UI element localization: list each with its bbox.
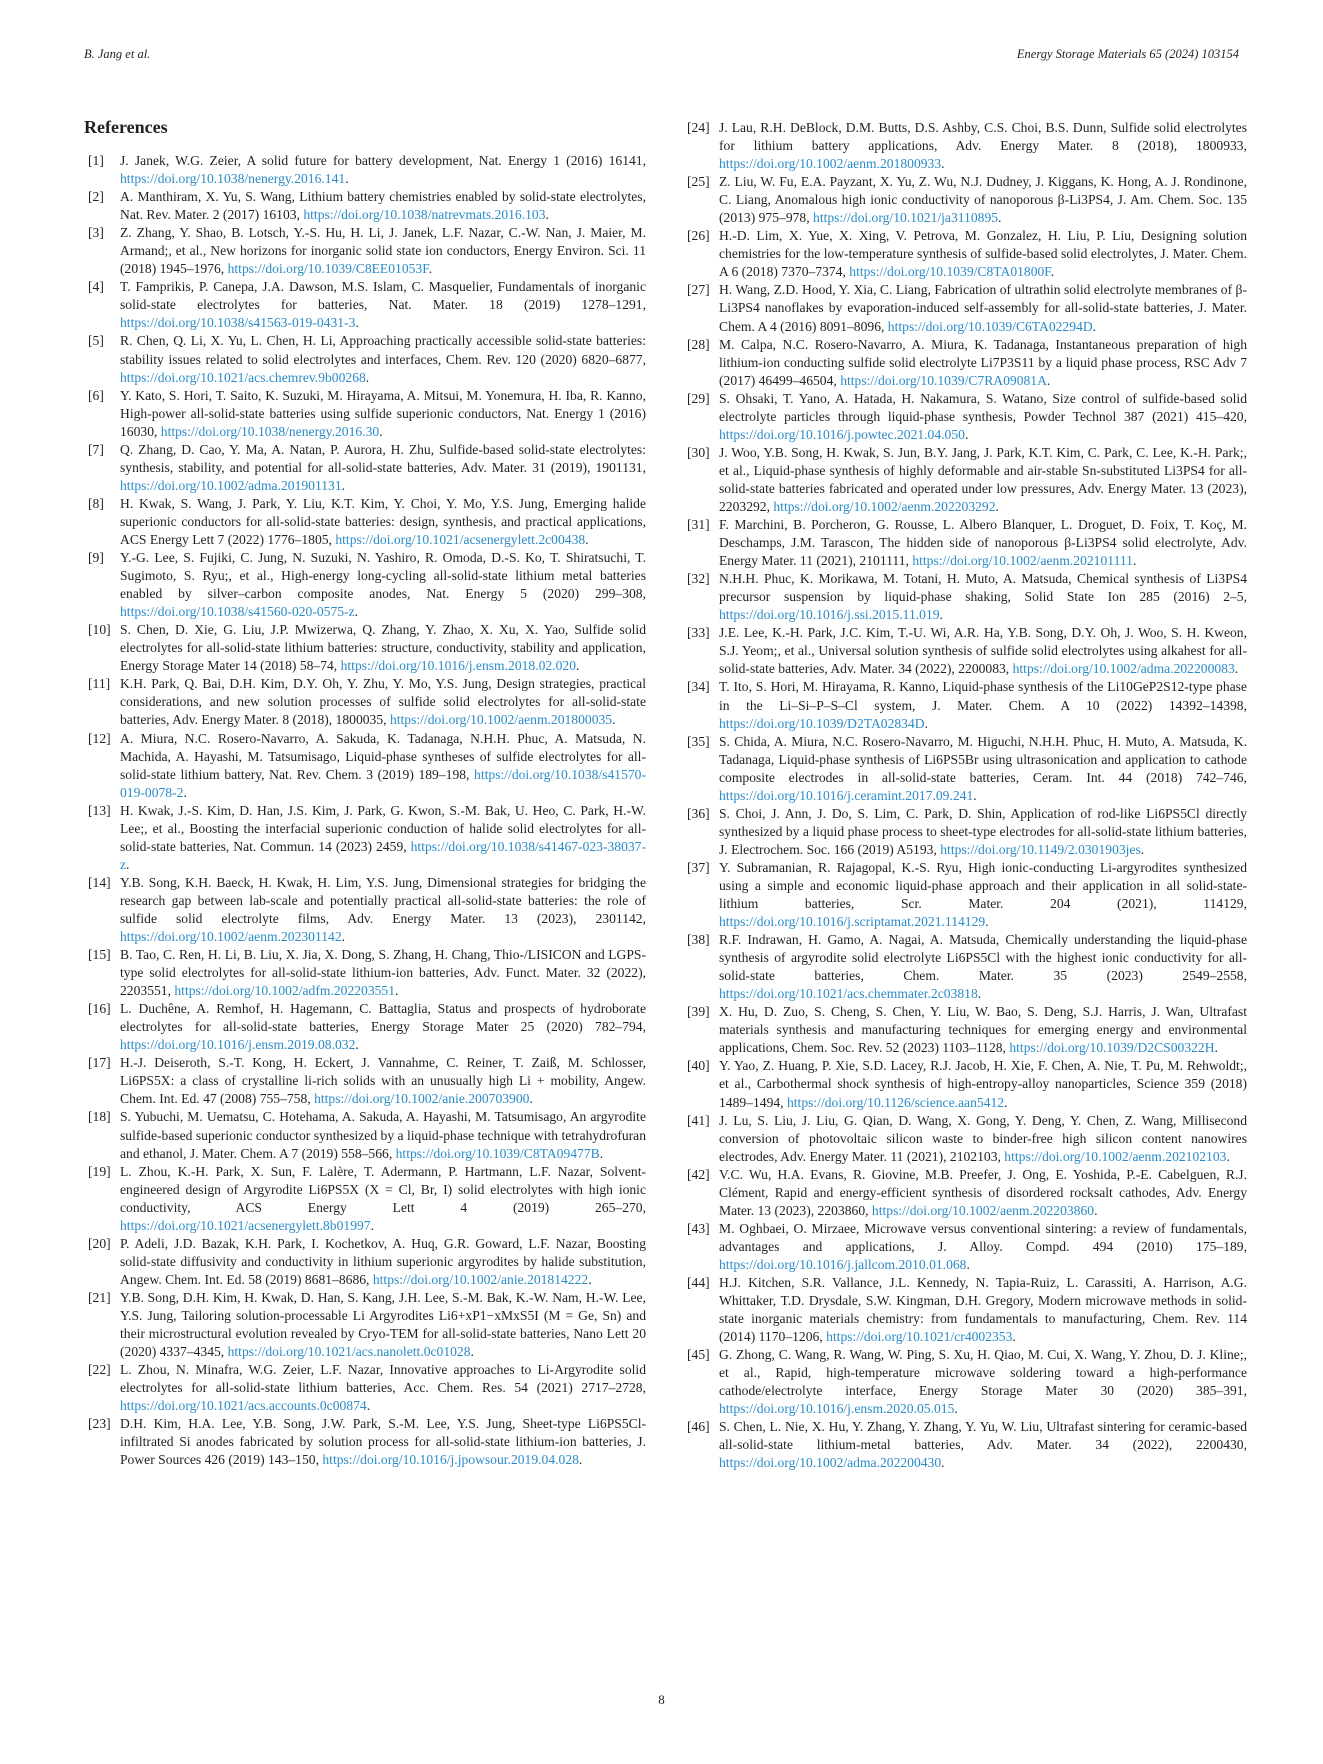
reference-end: . bbox=[183, 784, 187, 800]
reference-text bbox=[719, 1112, 1247, 1166]
reference-citation: H.-D. Lim, X. Yue, X. Xing, V. Petrova, M. Gonzalez, H. Liu, P. Liu, Designing solution chemistries for the low-temperature synthesis of sulfide-based solid electrolytes, J. Mater. Chem. A 6 (2018) 7370–7374, bbox=[719, 228, 1247, 280]
reference-citation: D.H. Kim, H.A. Lee, Y.B. Song, J.W. Park, S.-M. Lee, Y.S. Jung, Sheet-type Li6PS5Cl-infiltrated Si anodes fabricated by solution process for all-solid-state lithium-ion batteries, J. Power Sources 426 (2019) 143–150, bbox=[120, 1416, 646, 1468]
reference-citation: S. Choi, J. Ann, J. Do, S. Lim, C. Park, D. Shin, Application of rod-like Li6PS5Cl directly synthesized by a liquid phase process to sheet-type electrodes for all-solid-state lithium batteries, J. Electrochem. Soc. 166 (2019) A5193, bbox=[719, 805, 1247, 857]
reference-citation: A. Manthiram, X. Yu, S. Wang, Lithium battery chemistries enabled by solid-state electrolytes, Nat. Rev. Mater. 2 (2017) 16103, bbox=[120, 189, 646, 223]
reference-text bbox=[120, 1163, 646, 1235]
reference-end: . bbox=[966, 1256, 970, 1272]
reference-number: [44] bbox=[687, 1275, 710, 1290]
doi-link[interactable]: https://doi.org/10.1039/D2CS00322H bbox=[1009, 1040, 1215, 1056]
reference-end: . bbox=[126, 856, 130, 872]
running-header-authors: B. Jang et al. bbox=[84, 47, 151, 61]
running-header-journal: Energy Storage Materials 65 (2024) 103154 bbox=[1016, 47, 1239, 61]
reference-number: [7] bbox=[88, 441, 104, 457]
reference-entry bbox=[687, 119, 1247, 173]
reference-text bbox=[719, 1274, 1247, 1346]
reference-number: [9] bbox=[88, 550, 104, 566]
reference-number: [27] bbox=[687, 282, 710, 298]
reference-entry bbox=[687, 805, 1247, 859]
reference-number: [4] bbox=[88, 279, 104, 295]
reference-number: [31] bbox=[687, 517, 710, 533]
reference-end: . bbox=[1004, 1094, 1008, 1110]
reference-entry bbox=[687, 733, 1247, 805]
reference-end: . bbox=[341, 477, 346, 493]
reference-end: . bbox=[354, 604, 359, 620]
reference-citation: F. Marchini, B. Porcheron, G. Rousse, L. Albero Blanquer, L. Droguet, D. Foix, T. Koç, M. Deschamps, J.M. Tarascon, The hidden side of nanoporous β-Li3PS4 solid electrolyte, Adv. Energy Mater. 11 (2021), 2101111, bbox=[719, 517, 1247, 569]
reference-citation: S. Chen, L. Nie, X. Hu, Y. Zhang, Y. Zhang, Y. Yu, W. Liu, Ultrafast sintering for ceramic-based all-solid-state lithium-metal batteries, Adv. Mater. 34 (2022), 2200430, bbox=[719, 1419, 1247, 1453]
reference-number: [11] bbox=[88, 676, 111, 692]
reference-citation: Y.B. Song, K.H. Baeck, H. Kwak, H. Lim, Y.S. Jung, Dimensional strategies for bridging the research gap between lab-scale and potentially practical all-solid-state batteries: the role of sulfide solid electrolyte films, Adv. Energy Mater. 13 (2023), 2301142, bbox=[120, 874, 646, 926]
reference-end: . bbox=[428, 261, 433, 277]
reference-end: . bbox=[1046, 372, 1051, 388]
reference-number: [40] bbox=[687, 1058, 710, 1074]
reference-end: . bbox=[395, 983, 399, 999]
reference-end: . bbox=[1214, 1040, 1218, 1056]
reference-entry bbox=[88, 549, 646, 621]
doi-link[interactable]: https://doi.org/10.1021/acsenergylett.8b01997 bbox=[120, 1217, 371, 1233]
reference-end: . bbox=[1234, 661, 1239, 677]
doi-link[interactable]: https://doi.org/10.1002/aenm.201800035 bbox=[389, 712, 613, 728]
doi-link[interactable]: https://doi.org/10.1016/j.ceramint.2017.09.241 bbox=[719, 787, 974, 803]
reference-citation: R.F. Indrawan, H. Gamo, A. Nagai, A. Matsuda, Chemically understanding the liquid-phase synthesis of argyrodite solid electrolyte Li6PS5Cl with the highest ionic conductivity for all-solid-state batteries, Chem. Mater. 35 (2023) 2549–2558, bbox=[719, 932, 1247, 984]
doi-link[interactable]: https://doi.org/10.1002/aenm.202301142 bbox=[120, 929, 342, 945]
reference-number: [39] bbox=[687, 1004, 710, 1020]
reference-citation: Y.-G. Lee, S. Fujiki, C. Jung, N. Suzuki, N. Yashiro, R. Omoda, D.-S. Ko, T. Shiratsuchi, T. Sugimoto, S. Ryu;, et al., High-energy long-cycling all-solid-state lithium metal batteries enabled by silver–carbon composite anodes, Nat. Energy 5 (2020) 299–308, bbox=[120, 550, 646, 602]
reference-end: . bbox=[1226, 1148, 1230, 1164]
reference-number: [43] bbox=[687, 1220, 710, 1236]
reference-entry bbox=[88, 946, 646, 1000]
reference-text bbox=[719, 931, 1247, 1003]
reference-citation: S. Yubuchi, M. Uematsu, C. Hotehama, A. Sakuda, A. Hayashi, M. Tatsumisago, An argyrodite sulfide-based superionic conductor synthesized by a liquid-phase technique with tetrahydrofuran and ethanol, J. Mater. Chem. A 7 (2019) 558–566, bbox=[120, 1109, 646, 1161]
reference-end: . bbox=[964, 426, 969, 442]
reference-text bbox=[120, 549, 646, 621]
reference-text bbox=[120, 152, 646, 188]
reference-text bbox=[120, 1108, 646, 1162]
reference-number: [8] bbox=[88, 495, 104, 511]
reference-end: . bbox=[1140, 841, 1145, 857]
reference-number: [29] bbox=[687, 390, 710, 406]
reference-number: [37] bbox=[687, 859, 710, 875]
reference-end: . bbox=[545, 207, 549, 223]
reference-number: [16] bbox=[88, 1001, 111, 1017]
reference-entry bbox=[687, 227, 1247, 281]
doi-link[interactable]: https://doi.org/10.1021/acs.accounts.0c00874 bbox=[120, 1398, 367, 1414]
doi-link[interactable]: https://doi.org/10.1038/s41467-023-38037-z bbox=[120, 838, 646, 872]
reference-number: [35] bbox=[687, 733, 710, 749]
reference-text bbox=[719, 281, 1247, 335]
reference-citation: H. Kwak, S. Wang, J. Park, Y. Liu, K.T. Kim, Y. Choi, Y. Mo, Y.S. Jung, Emerging halide superionic conductors for all-solid-state batteries: design, synthesis, and practical applications, ACS Energy Lett 7 (2022) 1776–1805, bbox=[120, 495, 646, 547]
reference-text bbox=[120, 441, 646, 495]
reference-citation: A. Miura, N.C. Rosero-Navarro, A. Sakuda, K. Tadanaga, N.H.H. Phuc, A. Matsuda, N. Machida, A. Hayashi, M. Tatsumisago, Liquid-phase syntheses of sulfide electrolytes for all-solid-state lithium battery, Nat. Rev. Chem. 3 (2019) 189–198, bbox=[120, 730, 646, 782]
reference-citation: J. Janek, W.G. Zeier, A solid future for battery development, Nat. Energy 1 (2016) 16141, bbox=[120, 153, 646, 168]
doi-link[interactable]: https://doi.org/10.1002/aenm.201800933 bbox=[719, 156, 942, 172]
reference-number: [46] bbox=[687, 1419, 710, 1435]
doi-link[interactable]: https://doi.org/10.1021/ja3110895 bbox=[813, 210, 999, 226]
reference-text bbox=[120, 278, 646, 332]
reference-citation: M. Oghbaei, O. Mirzaee, Microwave versus conventional sintering: a review of fundamentals, advantages and applications, J. Alloy. Compd. 494 (2010) 175–189, bbox=[719, 1220, 1247, 1254]
doi-link[interactable]: https://doi.org/10.1002/adfm.202203551 bbox=[174, 983, 396, 999]
reference-entry bbox=[687, 624, 1247, 678]
reference-end: . bbox=[379, 423, 383, 439]
reference-entry bbox=[687, 1166, 1247, 1220]
reference-text bbox=[719, 1346, 1247, 1418]
reference-text bbox=[120, 946, 646, 1000]
doi-link[interactable]: https://doi.org/10.1016/j.scriptamat.2021.114129 bbox=[719, 914, 986, 930]
reference-text bbox=[120, 621, 646, 675]
reference-citation: N.H.H. Phuc, K. Morikawa, M. Totani, H. Muto, A. Matsuda, Chemical synthesis of Li3PS4 precursor suspension by liquid-phase shaking, Solid State Ion 285 (2016) 2–5, bbox=[719, 571, 1247, 605]
doi-link[interactable]: https://doi.org/10.1039/C8TA01800F bbox=[849, 264, 1051, 280]
reference-text bbox=[120, 874, 646, 946]
reference-citation: Y. Yao, Z. Huang, P. Xie, S.D. Lacey, R.J. Jacob, H. Xie, F. Chen, A. Nie, T. Pu, M. Rehwoldt;, et al., Carbothermal shock synthesis of high-entropy-alloy nanoparticles, Science 359 (2018) 1489–1494, bbox=[719, 1058, 1247, 1110]
doi-link[interactable]: https://doi.org/10.1016/j.ssi.2015.11.019 bbox=[719, 607, 940, 623]
reference-number: [36] bbox=[687, 805, 710, 821]
reference-entry bbox=[88, 278, 646, 332]
reference-citation: Y.B. Song, D.H. Kim, H. Kwak, D. Han, S. Kang, J.H. Lee, S.-M. Bak, K.-W. Nam, H.-W. Lee, Y.S. Jung, Tailoring solution-processable Li Argyrodites Li6+xP1−xMxS5I (M = Ge, Sn) and their microstructural evolution revealed by Cryo-TEM for all-solid-state batteries, Nano Lett 20 (2020) 4337–4345, bbox=[120, 1289, 646, 1360]
reference-number: [2] bbox=[88, 189, 104, 205]
doi-link[interactable]: https://doi.org/10.1021/cr4002353 bbox=[826, 1329, 1013, 1345]
doi-link[interactable]: https://doi.org/10.1016/j.ensm.2018.02.020 bbox=[340, 658, 576, 674]
reference-entry bbox=[88, 730, 646, 802]
reference-citation: H. Kwak, J.-S. Kim, D. Han, J.S. Kim, J. Park, G. Kwon, S.-M. Bak, U. Heo, C. Park, H.-W. Lee;, et al., Boosting the interfacial superionic conduction of halide solid electrolytes for all-solid-state batteries, Nat. Commun. 14 (2023) 2459, bbox=[120, 802, 646, 854]
reference-text bbox=[719, 444, 1247, 516]
reference-entry bbox=[687, 1220, 1247, 1274]
references-left-column bbox=[88, 152, 646, 1469]
reference-text bbox=[719, 1166, 1247, 1220]
reference-entry bbox=[88, 1415, 646, 1469]
doi-link[interactable]: https://doi.org/10.1016/j.jpowsour.2019.04.028 bbox=[322, 1452, 579, 1468]
reference-text bbox=[719, 336, 1247, 390]
reference-entry bbox=[687, 390, 1247, 444]
reference-entry bbox=[88, 152, 646, 188]
reference-text bbox=[719, 805, 1247, 859]
reference-number: [15] bbox=[88, 947, 111, 963]
reference-end: . bbox=[355, 1037, 359, 1053]
reference-citation: R. Chen, Q. Li, X. Yu, L. Chen, H. Li, Approaching practically accessible solid-state batteries: stability issues related to solid electrolytes and interfaces, Chem. Rev. 120 (2020) 6820–6877, bbox=[120, 333, 646, 367]
reference-end: . bbox=[578, 1452, 583, 1468]
reference-number: [38] bbox=[687, 932, 710, 948]
doi-link[interactable]: https://doi.org/10.1039/C8EE01053F bbox=[227, 261, 429, 277]
reference-text bbox=[120, 730, 646, 802]
reference-end: . bbox=[599, 1145, 604, 1161]
reference-entry bbox=[88, 188, 646, 224]
reference-entry bbox=[88, 1163, 646, 1235]
doi-link[interactable]: https://doi.org/10.1016/j.ensm.2020.05.015 bbox=[719, 1401, 955, 1417]
reference-citation: J.E. Lee, K.-H. Park, J.C. Kim, T.-U. Wi, A.R. Ha, Y.B. Song, D.Y. Oh, J. Woo, S. H. Kweon, S.J. Yeom;, et al., Universal solution synthesis of sulfide solid electrolytes using alkahest for all-solid-state batteries, Adv. Mater. 34 (2022), 2200083, bbox=[719, 625, 1247, 677]
reference-entry bbox=[88, 387, 646, 441]
doi-link[interactable]: https://doi.org/10.1002/adma.202200430 bbox=[719, 1455, 942, 1471]
reference-number: [18] bbox=[88, 1109, 111, 1125]
reference-text bbox=[719, 624, 1247, 678]
reference-end: . bbox=[1050, 264, 1055, 280]
reference-end: . bbox=[954, 1401, 958, 1417]
reference-entry bbox=[687, 281, 1247, 335]
reference-number: [42] bbox=[687, 1166, 710, 1182]
reference-citation: K.H. Park, Q. Bai, D.H. Kim, D.Y. Oh, Y. Zhu, Y. Mo, Y.S. Jung, Design strategies, practical considerations, and new solution processes of sulfide solid electrolytes for all-solid-state batteries, Adv. Energy Mater. 8 (2018), 1800035, bbox=[120, 676, 646, 728]
reference-citation: T. Famprikis, P. Canepa, J.A. Dawson, M.S. Islam, C. Masquelier, Fundamentals of inorganic solid-state electrolytes for batteries, Nat. Mater. 18 (2019) 1278–1291, bbox=[120, 279, 646, 313]
reference-text bbox=[719, 733, 1247, 805]
reference-citation: X. Hu, D. Zuo, S. Cheng, S. Chen, Y. Liu, W. Bao, S. Deng, S.J. Harris, J. Wan, Ultrafast materials synthesis and manufacturing techniques for emerging energy and environmental applications, Chem. Soc. Rev. 52 (2023) 1103–1128, bbox=[719, 1004, 1247, 1056]
reference-number: [26] bbox=[687, 228, 710, 244]
reference-end: . bbox=[1094, 1202, 1098, 1218]
reference-number: [14] bbox=[88, 874, 111, 890]
reference-text bbox=[120, 1235, 646, 1289]
reference-entry bbox=[88, 495, 646, 549]
reference-text bbox=[719, 859, 1247, 931]
reference-end: . bbox=[585, 531, 589, 547]
reference-citation: T. Ito, S. Hori, M. Hirayama, R. Kanno, Liquid-phase synthesis of the Li10GeP2S12-type phase in the Li–Si–P–S–Cl system, J. Mater. Chem. A 10 (2022) 14392–14398, bbox=[719, 679, 1247, 713]
doi-link[interactable]: https://doi.org/10.1039/C8TA09477B bbox=[395, 1145, 600, 1161]
reference-text bbox=[120, 1000, 646, 1054]
reference-end: . bbox=[576, 658, 580, 674]
reference-end: . bbox=[998, 210, 1002, 226]
reference-entry bbox=[687, 859, 1247, 931]
reference-entry bbox=[88, 675, 646, 729]
reference-text bbox=[120, 1289, 646, 1361]
reference-end: . bbox=[366, 1398, 371, 1414]
reference-text bbox=[719, 1003, 1247, 1057]
reference-text bbox=[120, 675, 646, 729]
section-title: References bbox=[84, 117, 168, 137]
reference-number: [12] bbox=[88, 730, 111, 746]
reference-text bbox=[120, 802, 646, 874]
reference-end: . bbox=[995, 498, 999, 514]
reference-number: [3] bbox=[88, 225, 104, 241]
doi-link[interactable]: https://doi.org/10.1021/acs.nanolett.0c01028 bbox=[227, 1344, 471, 1360]
reference-end: . bbox=[1132, 553, 1137, 569]
reference-entry bbox=[88, 802, 646, 874]
reference-end: . bbox=[470, 1344, 474, 1360]
doi-link[interactable]: https://doi.org/10.1038/s41570-019-0078-2 bbox=[120, 766, 646, 800]
reference-end: . bbox=[985, 914, 989, 930]
reference-number: [22] bbox=[88, 1362, 111, 1378]
reference-entry bbox=[687, 516, 1247, 570]
reference-text bbox=[719, 570, 1247, 624]
reference-number: [1] bbox=[88, 153, 104, 168]
reference-number: [28] bbox=[687, 336, 710, 352]
reference-citation: Q. Zhang, D. Cao, Y. Ma, A. Natan, P. Aurora, H. Zhu, Sulfide-based solid-state electrolytes: synthesis, stability, and potential for all-solid-state batteries, Adv. Mater. 31 (2019), 1901131, bbox=[120, 441, 646, 475]
reference-text bbox=[719, 516, 1247, 570]
doi-link[interactable]: https://doi.org/10.1038/natrevmats.2016.103 bbox=[303, 207, 546, 223]
doi-link[interactable]: https://doi.org/10.1039/C6TA02294D bbox=[887, 318, 1093, 334]
reference-text bbox=[120, 188, 646, 224]
reference-end: . bbox=[612, 712, 616, 728]
reference-number: [6] bbox=[88, 387, 104, 403]
reference-text bbox=[120, 387, 646, 441]
reference-entry bbox=[88, 1289, 646, 1361]
reference-number: [13] bbox=[88, 802, 111, 818]
reference-end: . bbox=[977, 986, 982, 1002]
doi-link[interactable]: https://doi.org/10.1021/acsenergylett.2c00438 bbox=[335, 531, 586, 547]
doi-link[interactable]: https://doi.org/10.1039/D2TA02834D bbox=[719, 715, 925, 731]
reference-citation: H.J. Kitchen, S.R. Vallance, J.L. Kennedy, N. Tapia-Ruiz, L. Carassiti, A. Harrison, A.G. Whittaker, T.D. Drysdale, S.W. Kingman, D.H. Gregory, Modern microwave methods in solid-state inorganic materials chemistry: from fundamentals to manufacturing, Chem. Rev. 114 (2014) 1170–1206, bbox=[719, 1275, 1247, 1345]
reference-citation: H.-J. Deiseroth, S.-T. Kong, H. Eckert, J. Vannahme, C. Reiner, T. Zaiß, M. Schlosser, Li6PS5X: a class of crystalline li-rich solids with an unusually high Li + mobility, Angew. Chem. Int. Ed. 47 (2008) 755–758, bbox=[120, 1055, 646, 1107]
reference-text bbox=[719, 1057, 1247, 1111]
reference-text bbox=[719, 678, 1247, 732]
reference-entry bbox=[88, 1054, 646, 1108]
reference-entry bbox=[88, 1361, 646, 1415]
reference-entry bbox=[687, 1003, 1247, 1057]
reference-entry bbox=[687, 1418, 1247, 1472]
reference-number: [23] bbox=[88, 1416, 111, 1432]
references-right-column bbox=[687, 119, 1247, 1473]
page-number: 8 bbox=[658, 1692, 665, 1707]
doi-link[interactable]: https://doi.org/10.1038/s41560-020-0575-z bbox=[120, 604, 355, 620]
doi-link[interactable]: https://doi.org/10.1002/aenm.202101111 bbox=[912, 553, 1133, 569]
reference-citation: J. Lau, R.H. DeBlock, D.M. Butts, D.S. Ashby, C.S. Choi, B.S. Dunn, Sulfide solid electrolytes for lithium battery applications, Adv. Energy Mater. 8 (2018), 1800933, bbox=[719, 120, 1247, 154]
reference-entry bbox=[687, 1346, 1247, 1418]
reference-entry bbox=[88, 1000, 646, 1054]
doi-link[interactable]: https://doi.org/10.1039/C7RA09081A bbox=[840, 372, 1047, 388]
reference-text bbox=[120, 332, 646, 386]
reference-end: . bbox=[973, 787, 977, 803]
reference-number: [33] bbox=[687, 625, 710, 641]
doi-link[interactable]: https://doi.org/10.1002/adma.201901131 bbox=[120, 477, 342, 493]
reference-end: . bbox=[1012, 1329, 1016, 1345]
reference-end: . bbox=[924, 715, 928, 731]
reference-text bbox=[719, 1220, 1247, 1274]
reference-entry bbox=[687, 1274, 1247, 1346]
reference-entry bbox=[687, 336, 1247, 390]
reference-citation: Y. Kato, S. Hori, T. Saito, K. Suzuki, M. Hirayama, A. Mitsui, M. Yonemura, H. Iba, R. Kanno, High-power all-solid-state batteries using sulfide superionic conductors, Nat. Energy 1 (2016) 16030, bbox=[120, 387, 646, 439]
doi-link[interactable]: https://doi.org/10.1016/j.jallcom.2010.01.068 bbox=[719, 1256, 967, 1272]
doi-link[interactable]: https://doi.org/10.1002/adma.202200083 bbox=[1012, 661, 1235, 677]
reference-citation: S. Ohsaki, T. Yano, A. Hatada, H. Nakamura, S. Watano, Size control of sulfide-based solid electrolyte particles through liquid-phase synthesis, Powder Technol 387 (2021) 415–420, bbox=[719, 390, 1247, 424]
doi-link[interactable]: https://doi.org/10.1016/j.ensm.2019.08.032 bbox=[120, 1037, 356, 1053]
reference-entry bbox=[687, 678, 1247, 732]
doi-link[interactable]: https://doi.org/10.1002/anie.201814222 bbox=[372, 1271, 589, 1287]
reference-number: [20] bbox=[88, 1235, 111, 1251]
doi-link[interactable]: https://doi.org/10.1016/j.powtec.2021.04.050 bbox=[719, 426, 965, 442]
doi-link[interactable]: https://doi.org/10.1149/2.0301903jes bbox=[940, 841, 1141, 857]
reference-citation: H. Wang, Z.D. Hood, Y. Xia, C. Liang, Fabrication of ultrathin solid electrolyte membranes of β-Li3PS4 nanoflakes by evaporation-induced self-assembly for all-solid-state batteries, J. Mater. Chem. A 4 (2016) 8091–8096, bbox=[719, 282, 1247, 334]
reference-number: [24] bbox=[687, 120, 710, 135]
reference-end: . bbox=[1092, 318, 1097, 334]
reference-entry bbox=[687, 173, 1247, 227]
reference-entry bbox=[88, 1108, 646, 1162]
reference-entry bbox=[88, 224, 646, 278]
reference-entry bbox=[687, 1057, 1247, 1111]
reference-citation: P. Adeli, J.D. Bazak, K.H. Park, I. Kochetkov, A. Huq, G.R. Goward, L.F. Nazar, Boosting solid-state diffusivity and conductivity in lithium superionic argyrodites by halide substitution, Angew. Chem. Int. Ed. 58 (2019) 8681–8686, bbox=[120, 1235, 646, 1287]
reference-citation: Z. Zhang, Y. Shao, B. Lotsch, Y.-S. Hu, H. Li, J. Janek, L.F. Nazar, C.-W. Nan, J. Maier, M. Armand;, et al., New horizons for inorganic solid state ion conductors, Energy Environ. Sci. 11 (2018) 1945–1976, bbox=[120, 225, 646, 277]
reference-entry bbox=[687, 444, 1247, 516]
reference-citation: S. Chida, A. Miura, N.C. Rosero-Navarro, M. Higuchi, N.H.H. Phuc, H. Muto, A. Matsuda, K. Tadanaga, Liquid-phase synthesis of Li6PS5Br using ultrasonication and application to cathode composite electrodes in all-solid-state batteries, Ceram. Int. 44 (2018) 742–746, bbox=[719, 733, 1247, 785]
reference-end: . bbox=[941, 156, 945, 172]
reference-end: . bbox=[939, 607, 943, 623]
reference-number: [17] bbox=[88, 1055, 111, 1071]
reference-citation: L. Duchêne, A. Remhof, H. Hagemann, C. Battaglia, Status and prospects of hydroborate electrolytes for all-solid-state batteries, Energy Storage Mater 25 (2020) 782–794, bbox=[120, 1001, 646, 1035]
doi-link[interactable]: https://doi.org/10.1038/nenergy.2016.30 bbox=[160, 423, 380, 439]
reference-citation: V.C. Wu, H.A. Evans, R. Giovine, M.B. Preefer, J. Ong, E. Yoshida, P.-E. Cabelguen, R.J. Clément, Rapid and energy-efficient synthesis of disordered rocksalt cathodes, Adv. Energy Mater. 13 (2023), 2203860, bbox=[719, 1166, 1247, 1218]
reference-number: [25] bbox=[687, 174, 710, 190]
reference-end: . bbox=[355, 315, 359, 331]
doi-link[interactable]: https://doi.org/10.1021/acs.chemmater.2c03818 bbox=[719, 986, 978, 1002]
reference-number: [19] bbox=[88, 1163, 111, 1179]
reference-end: . bbox=[941, 1455, 945, 1471]
reference-text bbox=[719, 227, 1247, 281]
doi-link[interactable]: https://doi.org/10.1038/nenergy.2016.141 bbox=[120, 171, 346, 187]
reference-citation: J. Woo, Y.B. Song, H. Kwak, S. Jun, B.Y. Jang, J. Park, K.T. Kim, C. Park, C. Lee, K.-H. Park;, et al., Liquid-phase synthesis of highly deformable and air-stable Sn-substituted Li3PS4 for all-solid-state batteries fabricated and operated under low pressures, Adv. Energy Mater. 13 (2023), 2203292, bbox=[719, 444, 1247, 514]
doi-link[interactable]: https://doi.org/10.1021/acs.chemrev.9b00268 bbox=[120, 369, 366, 385]
reference-end: . bbox=[345, 171, 349, 187]
reference-text bbox=[120, 495, 646, 549]
reference-text bbox=[120, 1415, 646, 1469]
reference-end: . bbox=[341, 929, 346, 945]
reference-text bbox=[719, 390, 1247, 444]
reference-citation: L. Zhou, K.-H. Park, X. Sun, F. Lalère, T. Adermann, P. Hartmann, L.F. Nazar, Solvent-engineered design of Argyrodite Li6PS5X (X = Cl, Br, I) solid electrolytes with high ionic conductivity, ACS Energy Lett 4 (2019) 265–270, bbox=[120, 1163, 646, 1215]
reference-end: . bbox=[365, 369, 370, 385]
reference-citation: Y. Subramanian, R. Rajagopal, K.-S. Ryu, High ionic-conducting Li-argyrodites synthesized using a simple and economic liquid-phase approach and their application in all solid-state-lithium batteries, Scr. Mater. 204 (2021), 114129, bbox=[719, 859, 1247, 912]
reference-number: [30] bbox=[687, 444, 710, 460]
reference-citation: G. Zhong, C. Wang, R. Wang, W. Ping, S. Xu, H. Qiao, M. Cui, X. Wang, Y. Zhou, D. J. Kline;, et al., Rapid, high-temperature microwave soldering toward a high-performance cathode/electrolyte interface, Energy Storage Mater 30 (2020) 385–391, bbox=[719, 1347, 1247, 1399]
reference-number: [32] bbox=[687, 571, 710, 587]
doi-link[interactable]: https://doi.org/10.1002/aenm.202102103 bbox=[1004, 1148, 1227, 1164]
reference-text bbox=[719, 1418, 1247, 1472]
doi-link[interactable]: https://doi.org/10.1002/anie.200703900 bbox=[314, 1091, 530, 1107]
doi-link[interactable]: https://doi.org/10.1038/s41563-019-0431-3 bbox=[120, 315, 356, 331]
reference-citation: J. Lu, S. Liu, J. Liu, G. Qian, D. Wang, X. Gong, Y. Deng, Y. Chen, Z. Wang, Millisecond conversion of photovoltaic silicon waste to binder-free high silicon content nanowires electrodes, Adv. Energy Mater. 11 (2021), 2102103, bbox=[719, 1112, 1247, 1164]
doi-link[interactable]: https://doi.org/10.1126/science.aan5412 bbox=[786, 1094, 1005, 1110]
reference-end: . bbox=[588, 1271, 592, 1287]
reference-number: [34] bbox=[687, 679, 710, 695]
reference-entry bbox=[687, 1112, 1247, 1166]
doi-link[interactable]: https://doi.org/10.1002/aenm.202203292 bbox=[773, 498, 996, 514]
reference-entry bbox=[88, 874, 646, 946]
reference-citation: L. Zhou, N. Minafra, W.G. Zeier, L.F. Nazar, Innovative approaches to Li-Argyrodite solid electrolytes for all-solid-state lithium batteries, Acc. Chem. Res. 54 (2021) 2717–2728, bbox=[120, 1362, 646, 1396]
reference-text bbox=[120, 224, 646, 278]
reference-number: [5] bbox=[88, 333, 104, 349]
reference-text bbox=[120, 1054, 646, 1108]
reference-text bbox=[719, 119, 1247, 173]
reference-citation: S. Chen, D. Xie, G. Liu, J.P. Mwizerwa, Q. Zhang, Y. Zhao, X. Xu, X. Yao, Sulfide solid electrolytes for all-solid-state lithium batteries: structure, conductivity, stability and application, Energy Storage Mater 14 (2018) 58–74, bbox=[120, 622, 646, 674]
reference-end: . bbox=[370, 1217, 374, 1233]
reference-citation: M. Calpa, N.C. Rosero-Navarro, A. Miura, K. Tadanaga, Instantaneous preparation of high lithium-ion conducting sulfide solid electrolyte Li7P3S11 by a liquid phase process, RSC Adv 7 (2017) 46499–46504, bbox=[719, 336, 1247, 388]
reference-citation: B. Tao, C. Ren, H. Li, B. Liu, X. Jia, X. Dong, S. Zhang, H. Chang, Thio-/LISICON and LGPS-type solid electrolytes for all-solid-state lithium-ion batteries, Adv. Funct. Mater. 32 (2022), 2203551, bbox=[120, 947, 646, 999]
reference-entry bbox=[88, 1235, 646, 1289]
reference-entry bbox=[88, 621, 646, 675]
reference-entry bbox=[88, 332, 646, 386]
reference-text bbox=[120, 1361, 646, 1415]
reference-citation: Z. Liu, W. Fu, E.A. Payzant, X. Yu, Z. Wu, N.J. Dudney, J. Kiggans, K. Hong, A. J. Rondinone, C. Liang, Anomalous high ionic conductivity of nanoporous β-Li3PS4, J. Am. Chem. Soc. 135 (2013) 975–978, bbox=[719, 174, 1247, 226]
doi-link[interactable]: https://doi.org/10.1002/aenm.202203860 bbox=[871, 1202, 1095, 1218]
reference-end: . bbox=[529, 1091, 533, 1107]
reference-number: [21] bbox=[88, 1289, 111, 1305]
reference-number: [10] bbox=[88, 622, 111, 638]
reference-entry bbox=[687, 570, 1247, 624]
reference-text bbox=[719, 173, 1247, 227]
reference-entry bbox=[88, 441, 646, 495]
reference-number: [41] bbox=[687, 1112, 710, 1128]
reference-number: [45] bbox=[687, 1347, 710, 1363]
reference-entry bbox=[687, 931, 1247, 1003]
